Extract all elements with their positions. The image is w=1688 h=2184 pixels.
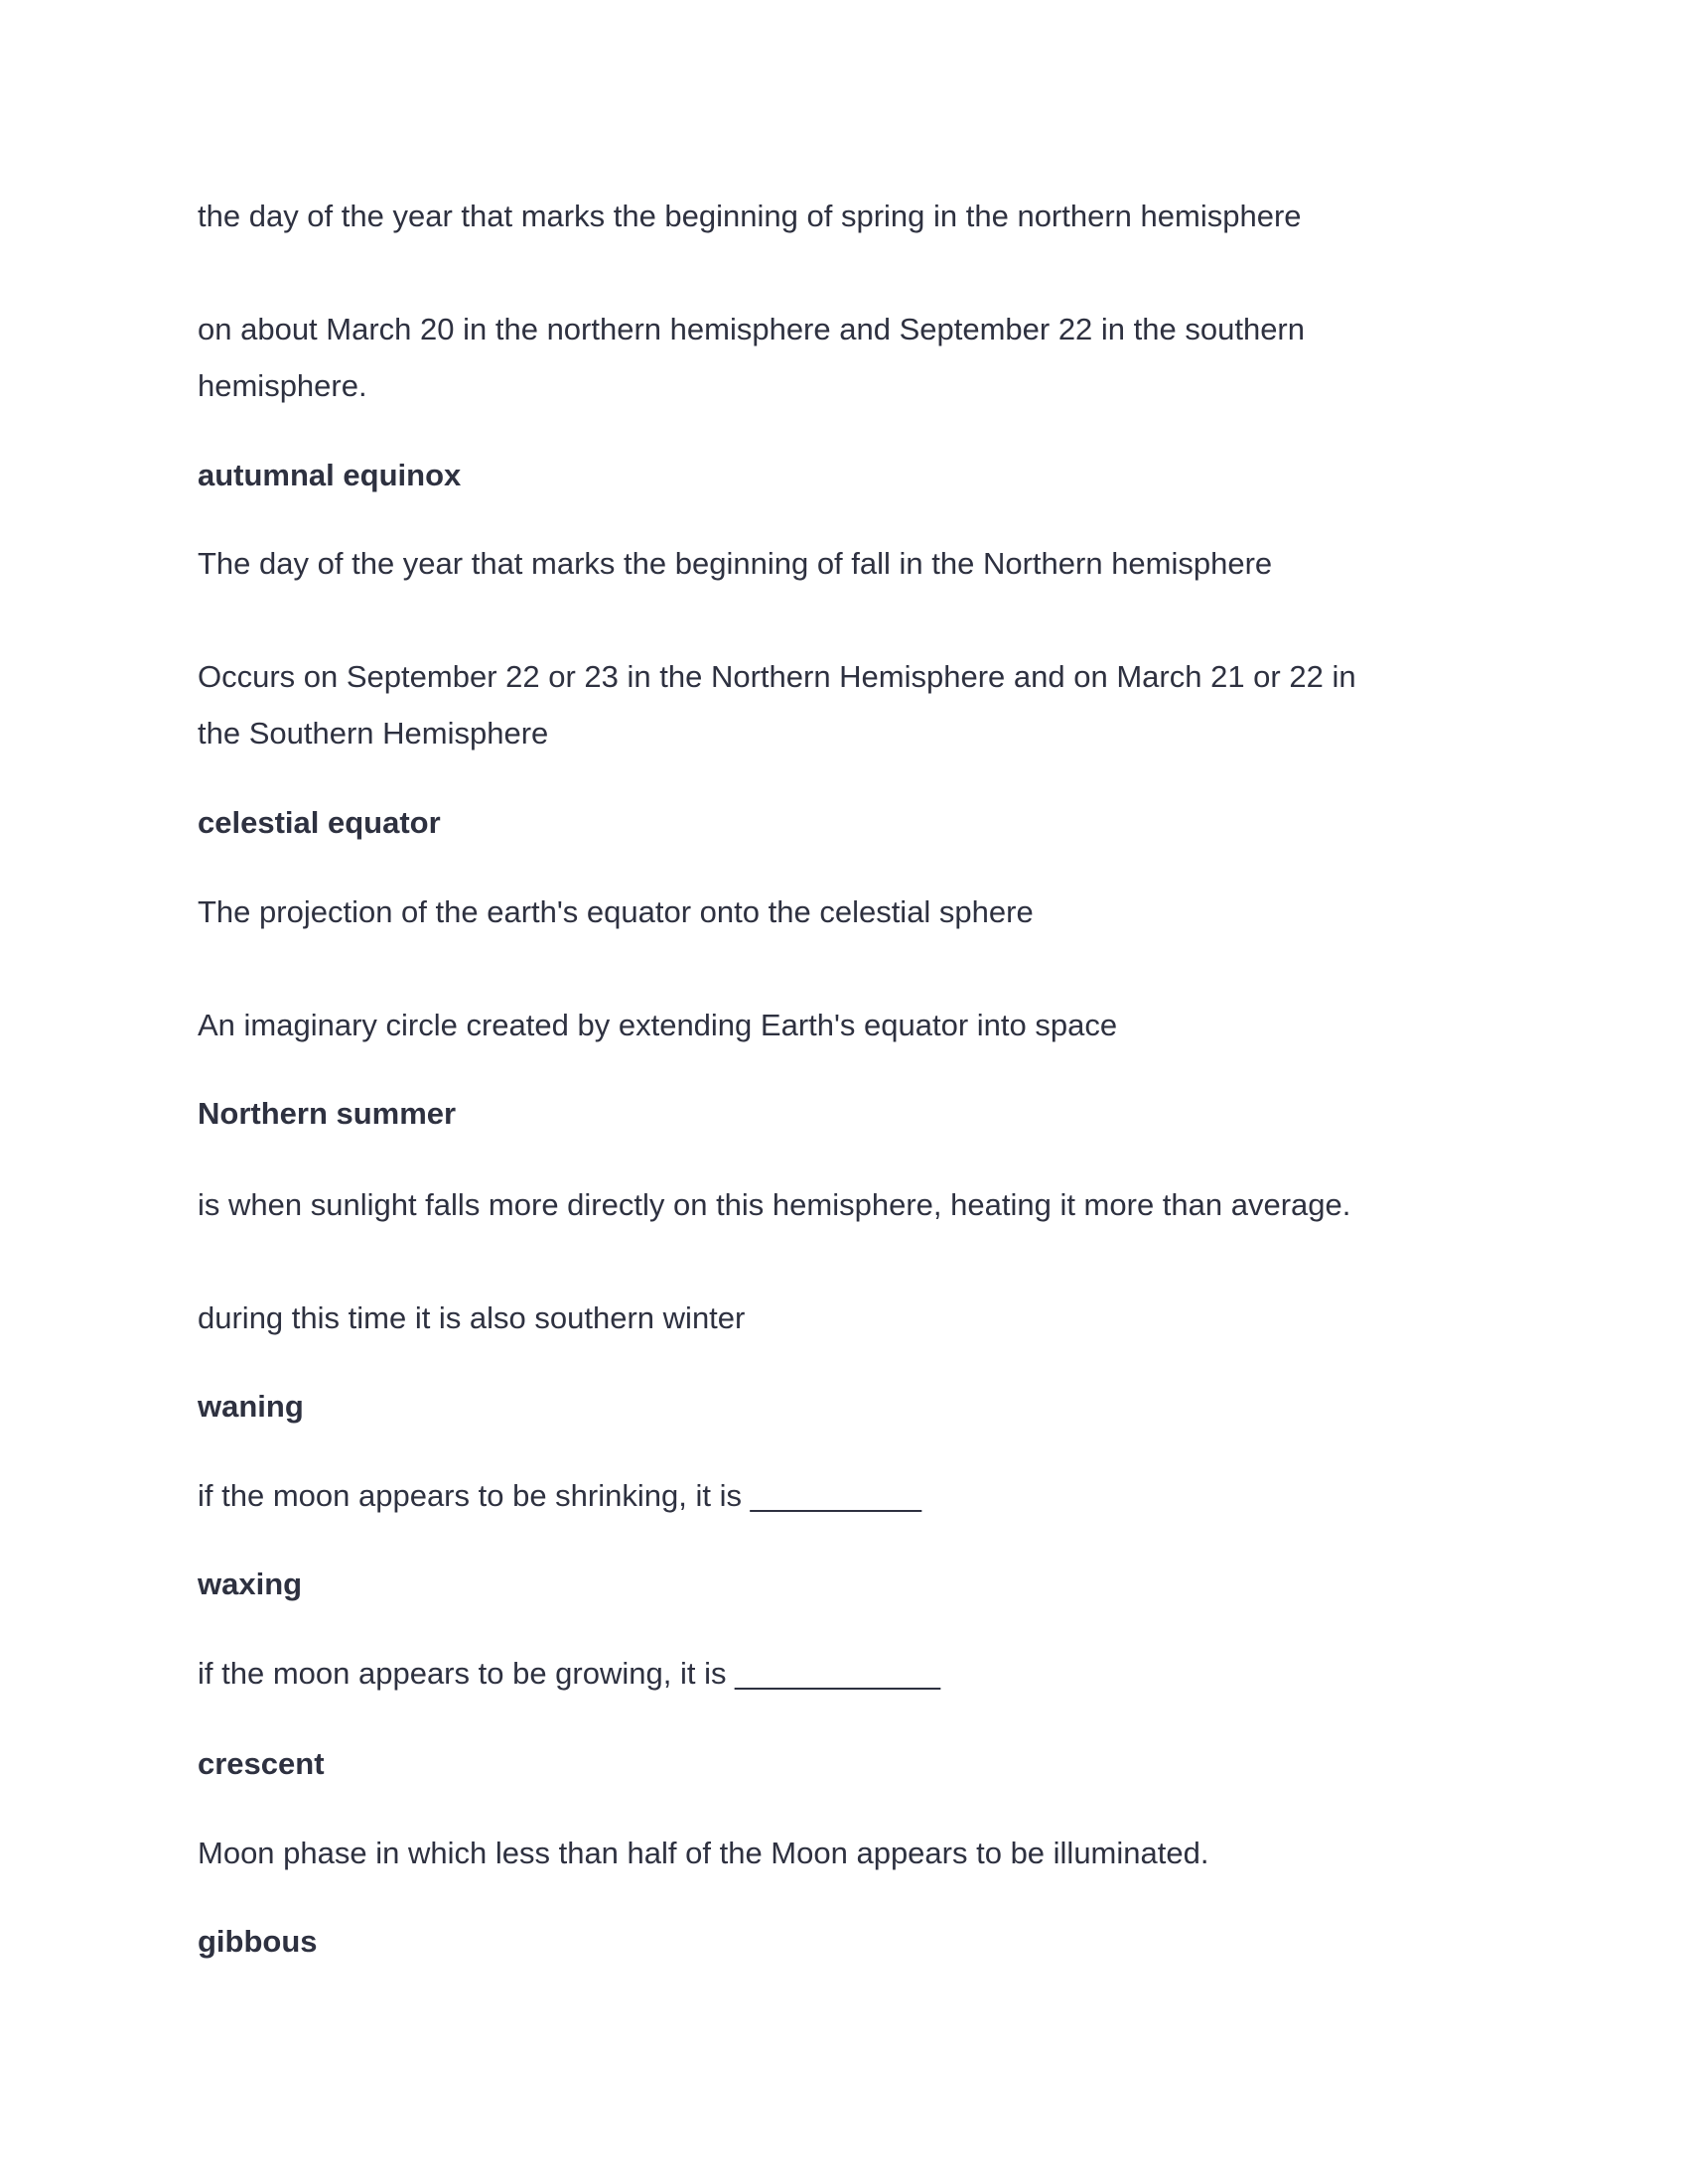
definition-text: The day of the year that marks the beginning of fall in the Northern hemisphere: [198, 546, 1273, 581]
term-heading: Northern summer: [198, 1096, 457, 1131]
term-heading: waxing: [198, 1567, 303, 1601]
definition-text: Moon phase in which less than half of the Moon appears to be illuminated.: [198, 1836, 1209, 1870]
definition-text: on about March 20 in the northern hemisphere and September 22 in the southern: [198, 312, 1306, 346]
definition-text: during this time it is also southern winter: [198, 1300, 746, 1335]
definition-text: The projection of the earth's equator onto the celestial sphere: [198, 894, 1034, 929]
definition-text: if the moon appears to be shrinking, it is __________: [198, 1478, 921, 1513]
definition-text: if the moon appears to be growing, it is ____________: [198, 1656, 940, 1691]
definition-text: An imaginary circle created by extending Earth's equator into space: [198, 1008, 1118, 1042]
definition-text: hemisphere.: [198, 368, 367, 403]
term-heading: autumnal equinox: [198, 458, 462, 492]
term-heading: celestial equator: [198, 805, 441, 840]
term-heading: crescent: [198, 1746, 325, 1781]
term-heading: waning: [198, 1389, 304, 1424]
definition-text: the Southern Hemisphere: [198, 716, 549, 751]
definition-text: is when sunlight falls more directly on this hemisphere, heating it more than average.: [198, 1187, 1351, 1222]
definition-text: Occurs on September 22 or 23 in the Northern Hemisphere and on March 21 or 22 in: [198, 659, 1356, 694]
definition-text: the day of the year that marks the beginning of spring in the northern hemisphere: [198, 199, 1302, 233]
term-heading: gibbous: [198, 1924, 318, 1959]
